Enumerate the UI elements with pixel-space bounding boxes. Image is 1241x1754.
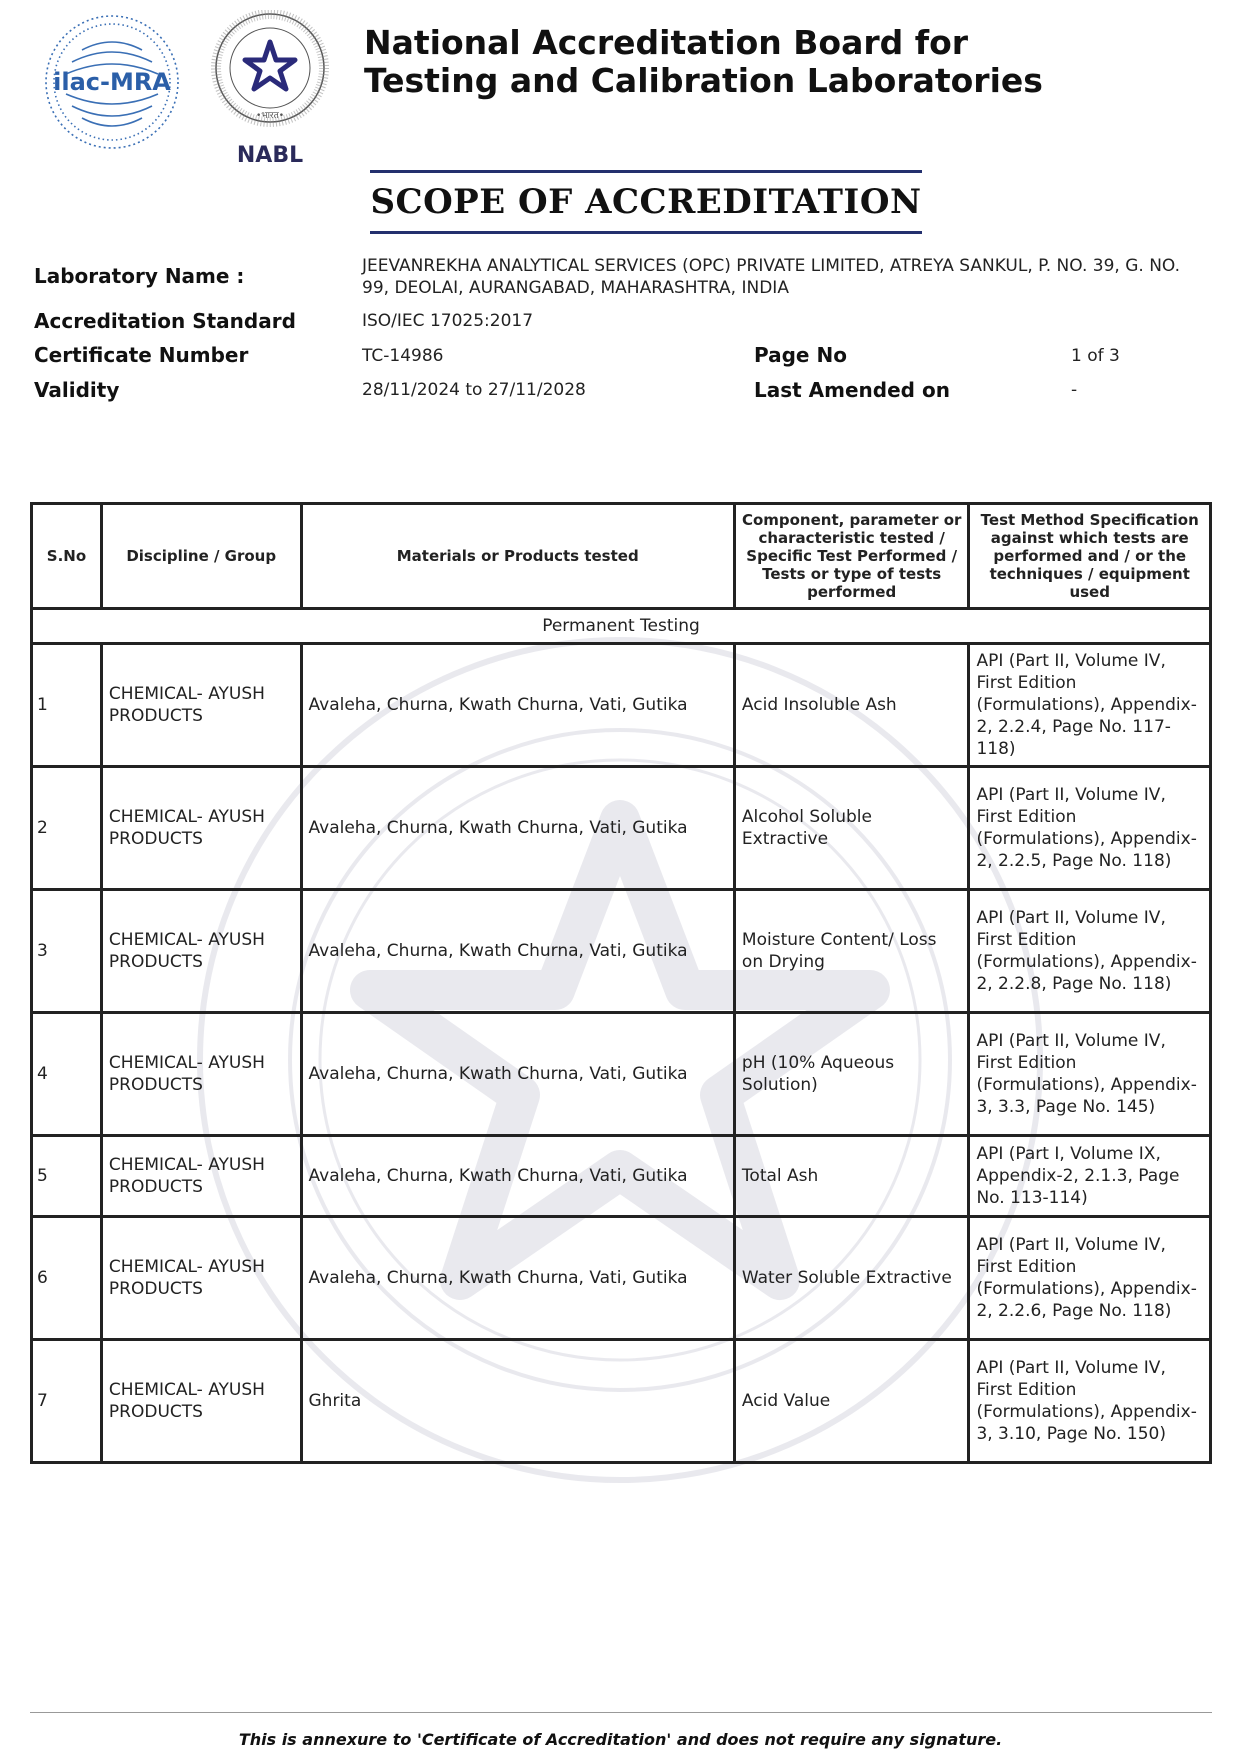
header-materials: Materials or Products tested [301, 504, 734, 609]
table-row [32, 644, 1211, 767]
cell-materials: Avaleha, Churna, Kwath Churna, Vati, Gutika [301, 1217, 734, 1340]
header-method: Test Method Specification against which tests are performed and / or the techniques / equipment used [969, 504, 1211, 609]
page-no-value: 1 of 3 [1071, 346, 1120, 366]
cell-discipline: CHEMICAL- AYUSH PRODUCTS [101, 1013, 301, 1136]
table-row [32, 890, 1211, 1013]
cell-component: Alcohol Soluble Extractive [734, 767, 969, 890]
lab-name-label: Laboratory Name : [34, 264, 245, 288]
cell-sno: 1 [32, 644, 102, 767]
cell-component: Acid Value [734, 1340, 969, 1463]
group-label: Permanent Testing [32, 609, 1211, 644]
certificate-number-value: TC-14986 [362, 346, 444, 366]
cell-component: Acid Insoluble Ash [734, 644, 969, 767]
cell-discipline: CHEMICAL- AYUSH PRODUCTS [101, 890, 301, 1013]
cell-discipline: CHEMICAL- AYUSH PRODUCTS [101, 767, 301, 890]
table-row [32, 767, 1211, 890]
cell-component: Water Soluble Extractive [734, 1217, 969, 1340]
standard-label: Accreditation Standard [34, 309, 296, 333]
ilac-mra-logo [42, 12, 182, 152]
cell-materials: Avaleha, Churna, Kwath Churna, Vati, Gutika [301, 1136, 734, 1217]
validity-value: 28/11/2024 to 27/11/2028 [362, 380, 586, 400]
cell-sno: 6 [32, 1217, 102, 1340]
last-amended-value: - [1071, 380, 1078, 400]
header-discipline: Discipline / Group [101, 504, 301, 609]
cell-sno: 5 [32, 1136, 102, 1217]
cell-sno: 4 [32, 1013, 102, 1136]
table-header-row [32, 504, 1211, 609]
header-sno: S.No [32, 504, 102, 609]
cell-materials: Avaleha, Churna, Kwath Churna, Vati, Gutika [301, 767, 734, 890]
scope-title-banner [370, 170, 922, 234]
cell-method: API (Part II, Volume IV, First Edition (Formulations), Appendix-2, 2.2.5, Page No. 118) [969, 767, 1211, 890]
lab-name-line-1: JEEVANREKHA ANALYTICAL SERVICES (OPC) PRIVATE LIMITED, ATREYA SANKUL, P. NO. 39, G. NO. [362, 256, 1181, 276]
board-name-line-2: Testing and Calibration Laboratories [364, 61, 1043, 100]
cell-method: API (Part II, Volume IV, First Edition (Formulations), Appendix-2, 2.2.4, Page No. 117-118) [969, 644, 1211, 767]
cell-method: API (Part II, Volume IV, First Edition (Formulations), Appendix-2, 2.2.8, Page No. 118) [969, 890, 1211, 1013]
table-row [32, 1013, 1211, 1136]
standard-value: ISO/IEC 17025:2017 [362, 311, 534, 331]
cell-method: API (Part II, Volume IV, First Edition (Formulations), Appendix-3, 3.3, Page No. 145) [969, 1013, 1211, 1136]
cell-materials: Avaleha, Churna, Kwath Churna, Vati, Gutika [301, 1013, 734, 1136]
lab-name-value [362, 255, 1192, 299]
cell-component: Total Ash [734, 1136, 969, 1217]
cell-method: API (Part II, Volume IV, First Edition (Formulations), Appendix-2, 2.2.6, Page No. 118) [969, 1217, 1211, 1340]
cell-sno: 3 [32, 890, 102, 1013]
header-component: Component, parameter or characteristic tested / Specific Test Performed / Tests or type of tests performed [734, 504, 969, 609]
group-row [32, 609, 1211, 644]
cell-component: pH (10% Aqueous Solution) [734, 1013, 969, 1136]
cell-discipline: CHEMICAL- AYUSH PRODUCTS [101, 1136, 301, 1217]
nabl-logo [210, 10, 330, 170]
board-name [364, 24, 1064, 100]
svg-text:ilac-MRA: ilac-MRA [53, 68, 171, 96]
cell-materials: Ghrita [301, 1340, 734, 1463]
footer-note: This is annexure to 'Certificate of Accreditation' and does not require any signature. [238, 1730, 1003, 1749]
cell-component: Moisture Content/ Loss on Drying [734, 890, 969, 1013]
cell-discipline: CHEMICAL- AYUSH PRODUCTS [101, 1340, 301, 1463]
cell-sno: 7 [32, 1340, 102, 1463]
cell-discipline: CHEMICAL- AYUSH PRODUCTS [101, 1217, 301, 1340]
validity-label: Validity [34, 378, 120, 402]
cell-method: API (Part II, Volume IV, First Edition (Formulations), Appendix-3, 3.10, Page No. 150) [969, 1340, 1211, 1463]
certificate-number-label: Certificate Number [34, 343, 249, 367]
page-no-label: Page No [754, 343, 847, 367]
scope-table [30, 502, 1212, 1464]
cell-discipline: CHEMICAL- AYUSH PRODUCTS [101, 644, 301, 767]
cell-sno: 2 [32, 767, 102, 890]
scope-title: SCOPE OF ACCREDITATION [370, 182, 922, 222]
board-name-line-1: National Accreditation Board for [364, 23, 969, 62]
table-row [32, 1136, 1211, 1217]
last-amended-label: Last Amended on [754, 378, 950, 402]
table-row [32, 1340, 1211, 1463]
cell-materials: Avaleha, Churna, Kwath Churna, Vati, Gutika [301, 890, 734, 1013]
table-row [32, 1217, 1211, 1340]
cell-materials: Avaleha, Churna, Kwath Churna, Vati, Gutika [301, 644, 734, 767]
cell-method: API (Part I, Volume IX, Appendix-2, 2.1.3, Page No. 113-114) [969, 1136, 1211, 1217]
lab-name-line-2: 99, DEOLAI, AURANGABAD, MAHARASHTRA, INDIA [362, 278, 789, 298]
svg-text:NABL: NABL [236, 143, 304, 168]
footer-divider [30, 1712, 1212, 1713]
svg-text:•भारत•: •भारत• [255, 111, 285, 121]
